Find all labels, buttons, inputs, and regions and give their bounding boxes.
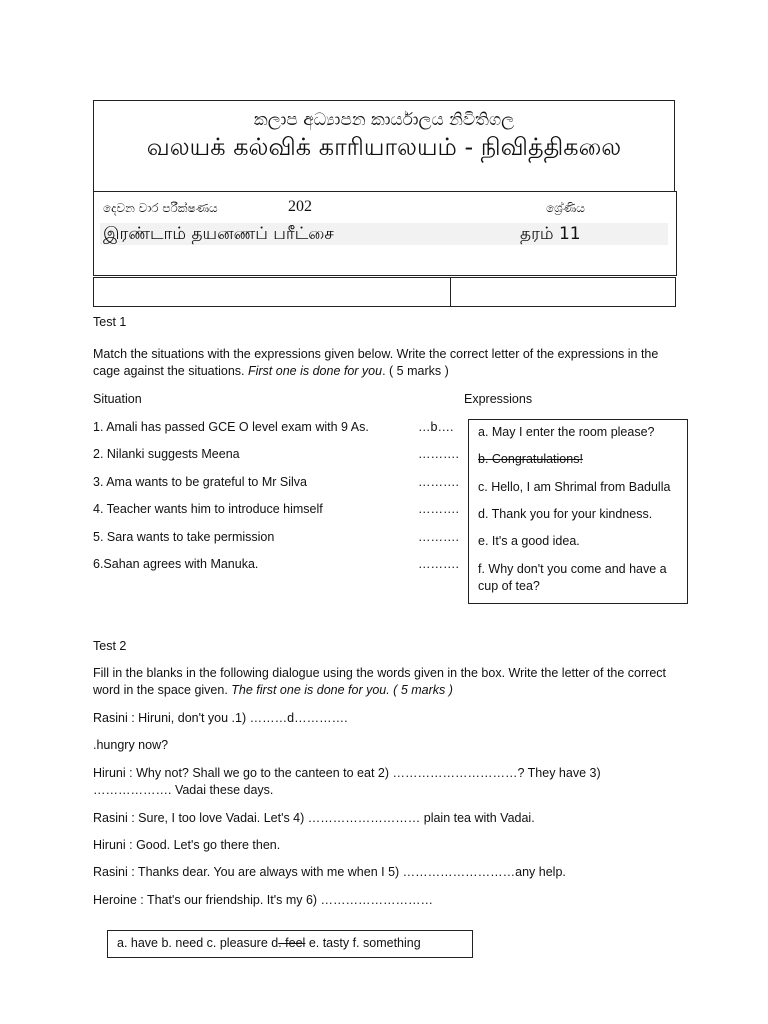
situation-heading: Situation xyxy=(93,392,142,406)
situation-text: 5. Sara wants to take permission xyxy=(93,530,275,544)
situation-answer: …b…. xyxy=(418,420,454,434)
situation-answer: ………. xyxy=(418,447,459,461)
tamil-office-name: வலயக் கல்விக் காரியாலயம் - நிவித்திகலை xyxy=(146,133,622,161)
struck-word-option: . feel xyxy=(278,936,306,950)
expression-item: f. Why don't you come and have a cup of tea? xyxy=(478,562,667,593)
test2-instruction xyxy=(93,665,678,699)
sinhala-exam-title: දෙවන වාර පරීක්ෂණය xyxy=(103,201,218,215)
situation-text: 2. Nilanki suggests Meena xyxy=(93,447,240,461)
word-options-before: a. have b. need c. pleasure d xyxy=(117,936,279,950)
dialogue-line: Rasini : Sure, I too love Vadai. Let's 4) ……………………… plain tea with Vadai. xyxy=(93,811,535,825)
sinhala-grade-label: ශ්‍රේණිය xyxy=(546,201,585,215)
situation-text: 4. Teacher wants him to introduce himself xyxy=(93,502,323,516)
tamil-exam-title: இரண்டாம் தயனணப் பரீட்சை xyxy=(103,224,334,244)
word-options-after: e. tasty f. something xyxy=(305,936,421,950)
test1-instruction-marks: . ( 5 marks ) xyxy=(382,364,449,378)
expressions-heading: Expressions xyxy=(464,392,533,406)
test1-instruction-italic: First one is done for you xyxy=(247,364,383,378)
situation-row xyxy=(93,556,258,573)
dialogue-line: Hiruni : Good. Let's go there then. xyxy=(93,838,281,852)
expression-item: d. Thank you for your kindness. xyxy=(478,507,653,521)
dialogue-line: Rasini : Hiruni, don't you .1) ………d…………. xyxy=(93,711,348,725)
dialogue-line: Hiruni : Why not? Shall we go to the canteen to eat 2) …………………………? They have 3) ………………. Vadai these days. xyxy=(93,766,601,797)
expression-item: a. May I enter the room please? xyxy=(478,425,655,439)
situation-answer: ………. xyxy=(418,557,459,571)
situation-text: 1. Amali has passed GCE O level exam with 9 As. xyxy=(93,420,369,434)
test1-instruction xyxy=(93,346,683,380)
test2-title: Test 2 xyxy=(93,639,127,653)
test2-instruction-text: Fill in the blanks in the following dialogue using the words given in the box. Write the letter of the correct word in the space given. xyxy=(93,666,666,697)
situation-text: 3. Ama wants to be grateful to Mr Silva xyxy=(93,475,307,489)
situation-row xyxy=(93,501,323,518)
situation-row xyxy=(93,474,307,491)
test1-title: Test 1 xyxy=(93,315,127,329)
expression-item: b. Congratulations! xyxy=(478,452,583,466)
situation-row xyxy=(93,529,274,546)
word-box-text xyxy=(117,935,421,952)
tamil-grade-label: தரம் 11 xyxy=(520,224,581,244)
situation-answer: ………. xyxy=(418,475,459,489)
expression-item: e. It's a good idea. xyxy=(478,534,580,548)
index-box xyxy=(450,277,676,307)
dialogue-line: Rasini : Thanks dear. You are always with me when I 5) ………………………any help. xyxy=(93,865,566,879)
expression-item: c. Hello, I am Shrimal from Badulla xyxy=(478,480,671,494)
situation-answer: ………. xyxy=(418,502,459,516)
dialogue-line: Heroine : That's our friendship. It's my 6) ……………………… xyxy=(93,893,434,907)
name-box xyxy=(93,277,451,307)
exam-year: 202 xyxy=(288,198,312,215)
situation-row xyxy=(93,419,369,436)
situation-answer: ………. xyxy=(418,530,459,544)
test1-instruction-text: Match the situations with the expressions given below. Write the correct letter of the expressions in the cage against the situations. xyxy=(93,347,659,378)
dialogue-line: .hungry now? xyxy=(93,738,169,752)
situation-row xyxy=(93,446,240,463)
test2-instruction-italic: The first one is done for you. ( 5 marks ) xyxy=(231,683,453,697)
situation-text: 6.Sahan agrees with Manuka. xyxy=(93,557,259,571)
sinhala-office-name: කලාප අධ්‍යාපන කාර්යාලය නිවිතිගල xyxy=(253,110,515,130)
